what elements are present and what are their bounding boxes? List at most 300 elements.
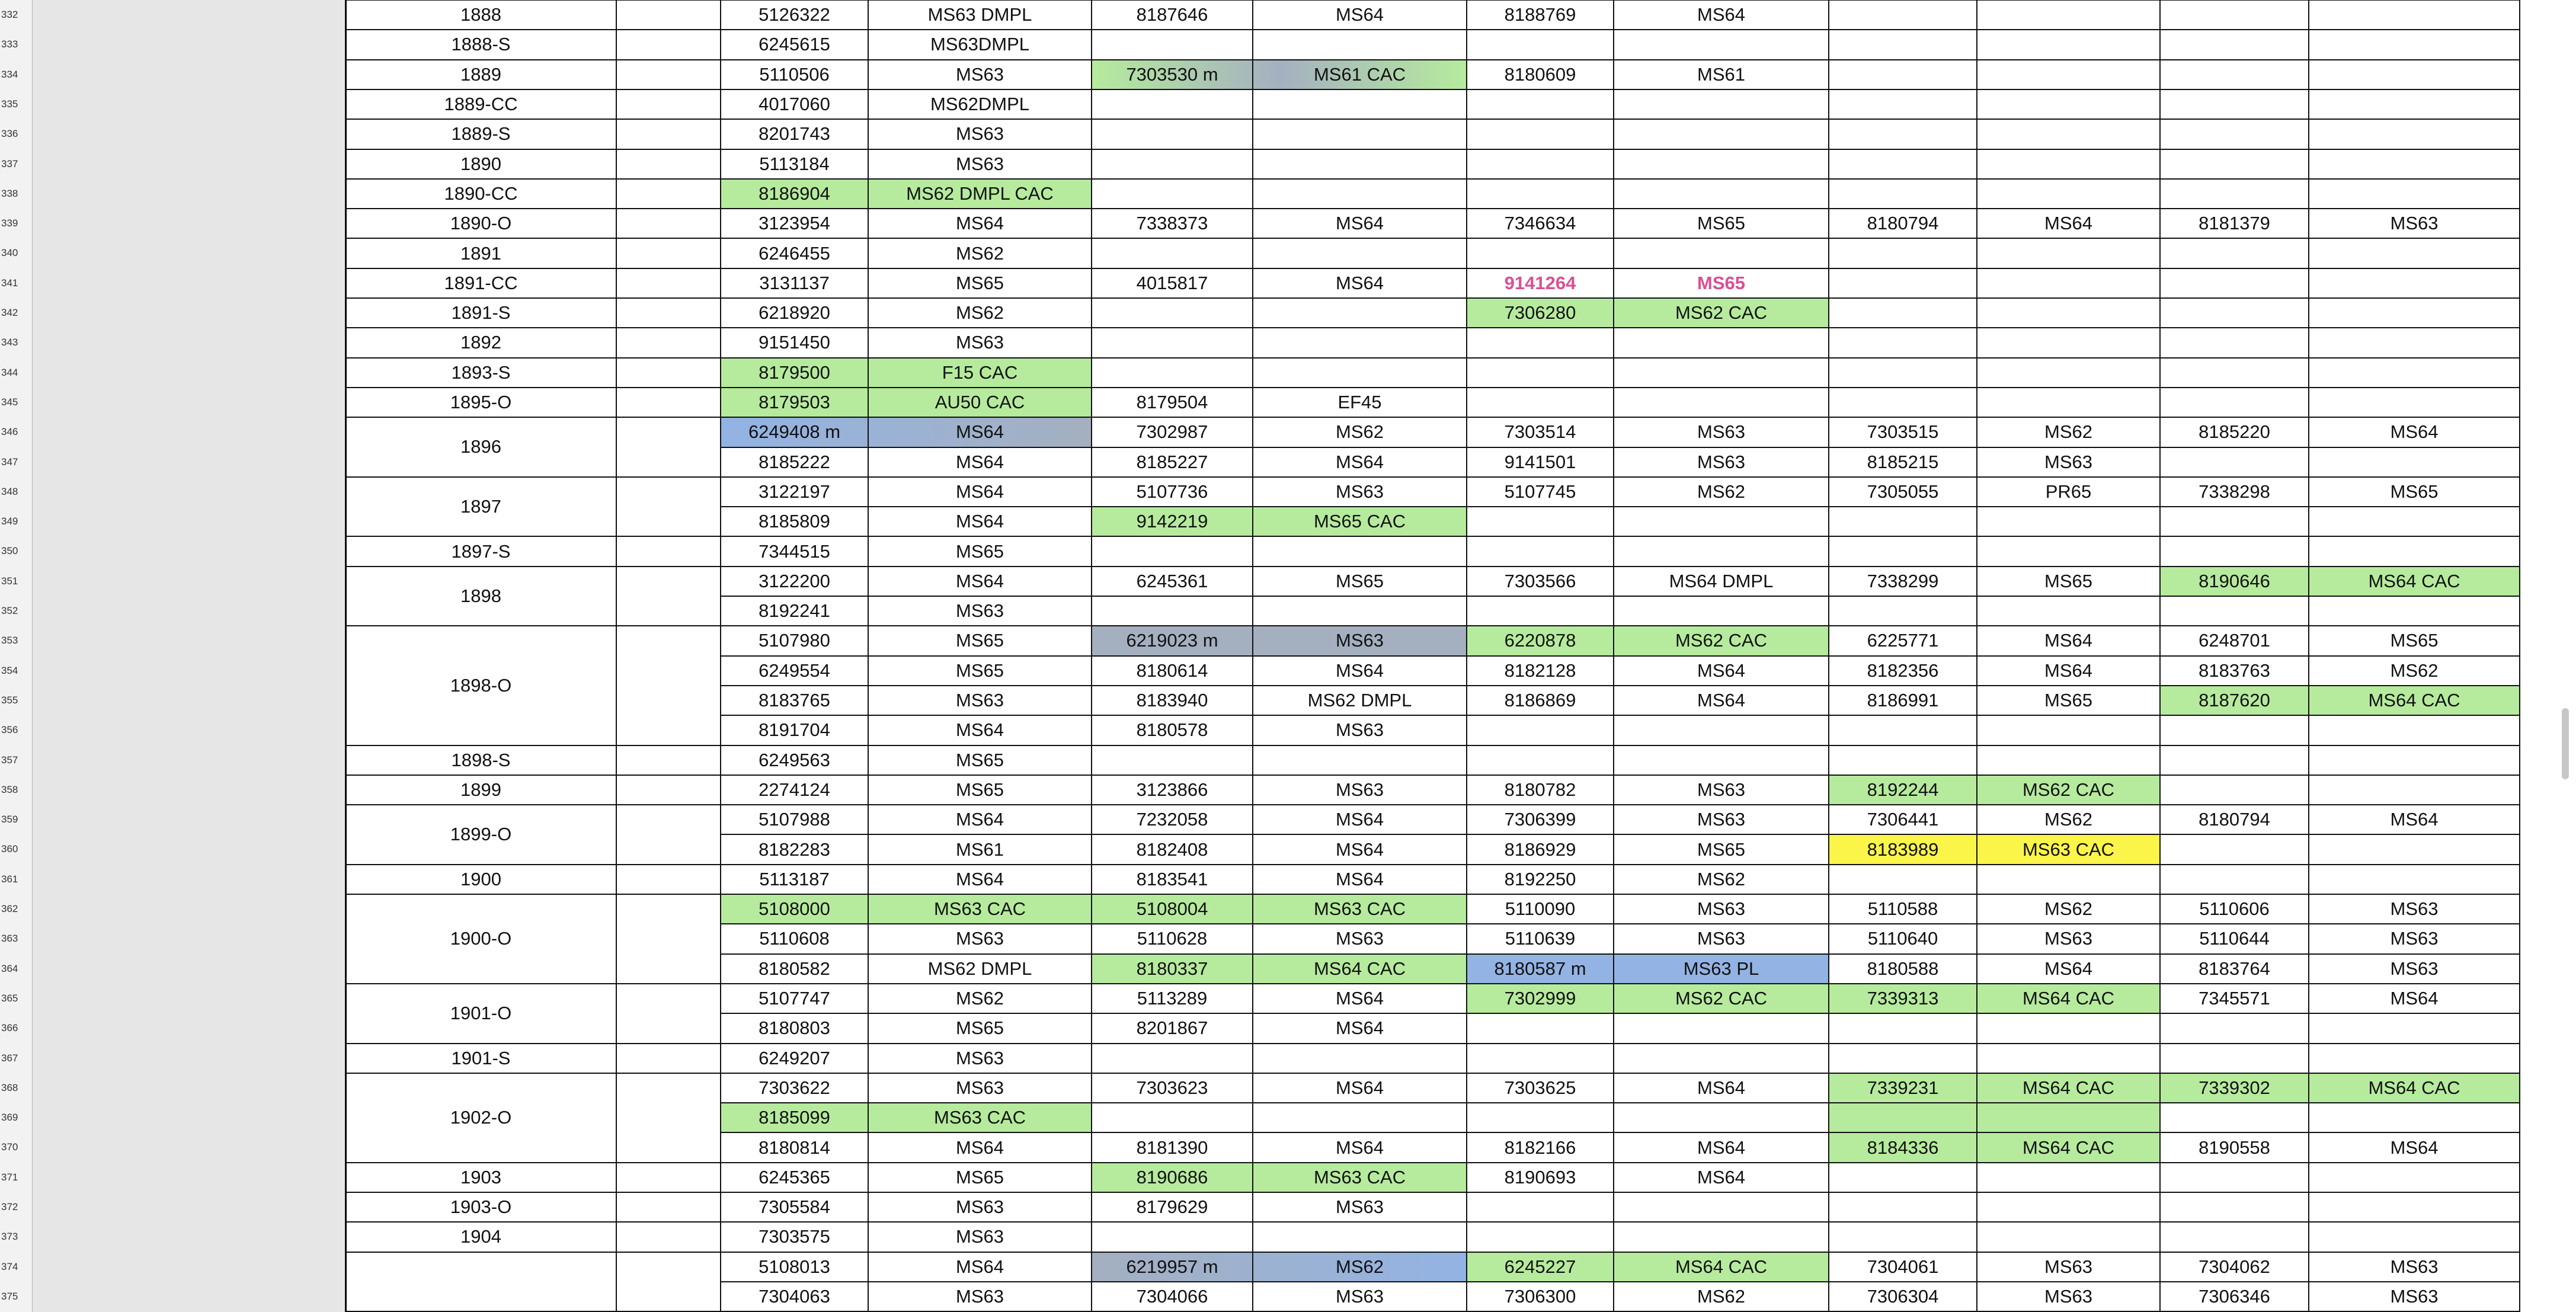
year-cell[interactable]: 1888 bbox=[460, 4, 501, 25]
grade-cell[interactable]: MS63 bbox=[2390, 958, 2439, 979]
cert-number-cell[interactable]: 8191704 bbox=[759, 719, 830, 741]
cert-number-cell[interactable]: 5108004 bbox=[1136, 898, 1208, 920]
grade-cell[interactable]: MS64 bbox=[2390, 1137, 2439, 1158]
grade-cell[interactable]: MS61 bbox=[1697, 63, 1745, 85]
cert-number-cell[interactable]: 3123866 bbox=[1136, 779, 1208, 800]
row-header[interactable]: 334 bbox=[1, 68, 18, 80]
cert-number-cell[interactable]: 7306280 bbox=[1504, 302, 1576, 324]
cert-number-cell[interactable]: 8180782 bbox=[1504, 779, 1576, 800]
row-header[interactable]: 368 bbox=[1, 1081, 18, 1093]
cert-number-cell[interactable]: 8185222 bbox=[759, 451, 830, 472]
cert-number-cell[interactable]: 8180794 bbox=[1867, 213, 1939, 234]
row-header[interactable]: 367 bbox=[1, 1052, 18, 1064]
grade-cell[interactable]: MS63 bbox=[1697, 451, 1745, 472]
cert-number-cell[interactable]: 8185215 bbox=[1867, 451, 1939, 472]
row-header[interactable]: 337 bbox=[1, 158, 18, 169]
year-cell[interactable]: 1899 bbox=[460, 779, 501, 800]
cert-number-cell[interactable]: 9141501 bbox=[1504, 451, 1576, 472]
cert-number-cell[interactable]: 8185099 bbox=[759, 1107, 830, 1128]
cert-number-cell[interactable]: 7302987 bbox=[1136, 421, 1208, 443]
grade-cell[interactable]: MS62 bbox=[2044, 809, 2092, 830]
cert-number-cell[interactable]: 8181390 bbox=[1136, 1137, 1208, 1158]
year-cell[interactable]: 1892 bbox=[460, 332, 501, 353]
grade-cell[interactable]: MS65 bbox=[956, 1166, 1004, 1188]
year-cell[interactable]: 1890-O bbox=[450, 213, 512, 234]
grade-cell[interactable]: MS64 bbox=[2044, 660, 2092, 681]
grade-cell[interactable]: MS64 bbox=[956, 809, 1004, 830]
cert-number-cell[interactable]: 5107980 bbox=[759, 630, 830, 651]
grade-cell[interactable]: MS63 bbox=[956, 1047, 1004, 1068]
grade-cell[interactable]: MS65 bbox=[956, 1017, 1004, 1039]
grade-cell[interactable]: MS62 bbox=[956, 242, 1004, 264]
year-cell[interactable]: 1890 bbox=[460, 153, 501, 174]
grade-cell[interactable]: MS64 bbox=[1336, 213, 1384, 234]
cert-number-cell[interactable]: 3122197 bbox=[759, 481, 830, 502]
cert-number-cell[interactable]: 7303625 bbox=[1504, 1077, 1576, 1098]
cert-number-cell[interactable]: 8182408 bbox=[1136, 839, 1208, 860]
grade-cell[interactable]: MS63 bbox=[956, 123, 1004, 145]
row-header[interactable]: 332 bbox=[1, 9, 18, 20]
year-cell[interactable]: 1888-S bbox=[451, 34, 511, 55]
cert-number-cell[interactable]: 5110628 bbox=[1137, 928, 1208, 949]
grade-cell[interactable]: MS64 CAC bbox=[2368, 1077, 2460, 1098]
row-header[interactable]: 350 bbox=[1, 545, 18, 557]
row-header[interactable]: 333 bbox=[1, 39, 18, 50]
year-cell[interactable]: 1902-O bbox=[450, 1107, 512, 1128]
cert-number-cell[interactable]: 8183765 bbox=[759, 690, 830, 711]
year-cell[interactable]: 1898 bbox=[460, 585, 501, 606]
cert-number-cell[interactable]: 7303622 bbox=[759, 1077, 830, 1098]
grade-cell[interactable]: MS65 bbox=[1697, 272, 1745, 293]
cert-number-cell[interactable]: 8180794 bbox=[2199, 809, 2270, 830]
cert-number-cell[interactable]: 7338298 bbox=[2199, 481, 2270, 502]
cert-number-cell[interactable]: 8187646 bbox=[1136, 4, 1208, 25]
grade-cell[interactable]: MS64 CAC bbox=[2022, 1077, 2115, 1098]
cert-number-cell[interactable]: 8180814 bbox=[759, 1137, 830, 1158]
cert-number-cell[interactable]: 7303515 bbox=[1867, 421, 1939, 443]
row-header[interactable]: 357 bbox=[1, 754, 18, 766]
year-cell[interactable]: 1889-S bbox=[451, 123, 511, 145]
cert-number-cell[interactable]: 8180588 bbox=[1867, 958, 1939, 979]
grade-cell[interactable]: MS62 CAC bbox=[1675, 302, 1768, 324]
cert-number-cell[interactable]: 8188769 bbox=[1504, 4, 1576, 25]
cert-number-cell[interactable]: 5107736 bbox=[1136, 481, 1208, 502]
grade-cell[interactable]: MS63 bbox=[2390, 1256, 2439, 1277]
cert-number-cell[interactable]: 7304062 bbox=[2199, 1256, 2270, 1277]
cert-number-cell[interactable]: 8182283 bbox=[759, 839, 830, 860]
cert-number-cell[interactable]: 8183541 bbox=[1136, 868, 1208, 889]
cert-number-cell[interactable]: 5107747 bbox=[759, 988, 830, 1009]
cert-number-cell[interactable]: 5126322 bbox=[759, 4, 830, 25]
grade-cell[interactable]: MS65 bbox=[2390, 630, 2439, 651]
grade-cell[interactable]: MS63 bbox=[2044, 1256, 2092, 1277]
cert-number-cell[interactable]: 8186929 bbox=[1504, 839, 1576, 860]
year-cell[interactable]: 1891-S bbox=[451, 302, 511, 324]
row-header[interactable]: 370 bbox=[1, 1141, 18, 1153]
cert-number-cell[interactable]: 8185227 bbox=[1136, 451, 1208, 472]
cert-number-cell[interactable]: 9141264 bbox=[1504, 272, 1576, 293]
grade-cell[interactable]: MS63 DMPL bbox=[927, 4, 1032, 25]
cert-number-cell[interactable]: 8181379 bbox=[2199, 213, 2270, 234]
row-header[interactable]: 359 bbox=[1, 814, 18, 825]
cert-number-cell[interactable]: 9151450 bbox=[759, 332, 830, 353]
cert-number-cell[interactable]: 7305584 bbox=[759, 1196, 830, 1218]
cert-number-cell[interactable]: 6249563 bbox=[759, 749, 830, 770]
cert-number-cell[interactable]: 8185220 bbox=[2199, 421, 2270, 443]
grade-cell[interactable]: MS64 bbox=[1336, 1017, 1384, 1039]
grade-cell[interactable]: MS64 bbox=[1336, 272, 1384, 293]
cert-number-cell[interactable] bbox=[1829, 1103, 1977, 1132]
grade-cell[interactable]: MS63 bbox=[1697, 928, 1745, 949]
year-cell[interactable]: 1900 bbox=[460, 868, 501, 889]
grade-cell[interactable]: MS64 bbox=[1697, 660, 1745, 681]
grade-cell[interactable]: MS63 bbox=[1336, 481, 1384, 502]
cert-number-cell[interactable]: 7232058 bbox=[1136, 809, 1208, 830]
year-cell[interactable]: 1889-CC bbox=[444, 94, 518, 115]
cert-number-cell[interactable]: 6249207 bbox=[759, 1047, 830, 1068]
cert-number-cell[interactable]: 7339313 bbox=[1867, 988, 1939, 1009]
grade-cell[interactable]: MS65 bbox=[1697, 839, 1745, 860]
grade-cell[interactable]: MS65 bbox=[956, 749, 1004, 770]
grade-cell[interactable]: MS65 bbox=[2390, 481, 2439, 502]
grade-cell[interactable]: MS64 bbox=[1697, 690, 1745, 711]
grade-cell[interactable]: MS64 DMPL bbox=[1669, 570, 1774, 591]
grade-cell[interactable]: MS65 bbox=[956, 660, 1004, 681]
grade-cell[interactable]: MS64 bbox=[956, 570, 1004, 591]
row-header[interactable]: 354 bbox=[1, 664, 18, 676]
cert-number-cell[interactable]: 5107745 bbox=[1504, 481, 1576, 502]
cert-number-cell[interactable]: 8180587 m bbox=[1494, 958, 1586, 979]
grade-cell[interactable]: MS62 bbox=[1697, 868, 1745, 889]
grade-cell[interactable]: MS64 bbox=[956, 719, 1004, 741]
cert-number-cell[interactable]: 7338373 bbox=[1136, 213, 1208, 234]
cert-number-cell[interactable]: 5110644 bbox=[2199, 928, 2270, 949]
cert-number-cell[interactable]: 6219023 m bbox=[1126, 630, 1218, 651]
grade-cell[interactable]: MS64 bbox=[956, 868, 1004, 889]
grade-cell[interactable]: MS65 bbox=[1697, 213, 1745, 234]
cert-number-cell[interactable]: 8180614 bbox=[1136, 660, 1208, 681]
cert-number-cell[interactable]: 3131137 bbox=[759, 272, 830, 293]
cert-number-cell[interactable]: 5113289 bbox=[1137, 988, 1208, 1009]
cert-number-cell[interactable]: 8179504 bbox=[1136, 392, 1208, 413]
grade-cell[interactable]: MS64 bbox=[956, 451, 1004, 472]
cert-number-cell[interactable]: 8182128 bbox=[1504, 660, 1576, 681]
cert-number-cell[interactable]: 8183989 bbox=[1867, 839, 1939, 860]
cert-number-cell[interactable]: 8179629 bbox=[1136, 1196, 1208, 1218]
grade-cell[interactable]: MS62 bbox=[956, 988, 1004, 1009]
cert-number-cell[interactable]: 7339302 bbox=[2199, 1077, 2270, 1098]
grade-cell[interactable]: MS64 bbox=[1336, 451, 1384, 472]
grade-cell[interactable]: MS63 bbox=[956, 690, 1004, 711]
row-header[interactable]: 364 bbox=[1, 962, 18, 974]
grade-cell[interactable]: MS63 CAC bbox=[1313, 898, 1406, 920]
cert-number-cell[interactable]: 9142219 bbox=[1136, 511, 1208, 532]
grade-cell[interactable]: MS63 bbox=[956, 332, 1004, 353]
year-cell[interactable]: 1901-S bbox=[451, 1047, 511, 1068]
row-header[interactable]: 335 bbox=[1, 98, 18, 110]
cert-number-cell[interactable]: 7345571 bbox=[2199, 988, 2270, 1009]
grade-cell[interactable]: MS65 CAC bbox=[1313, 511, 1406, 532]
grade-cell[interactable]: PR65 bbox=[2045, 481, 2092, 502]
row-header[interactable]: 358 bbox=[1, 783, 18, 795]
row-header[interactable]: 348 bbox=[1, 485, 18, 497]
cert-number-cell[interactable]: 5110506 bbox=[759, 63, 830, 85]
cert-number-cell[interactable]: 5110640 bbox=[1867, 928, 1938, 949]
year-cell[interactable]: 1895-O bbox=[450, 392, 512, 413]
row-header[interactable]: 336 bbox=[1, 128, 18, 140]
grade-cell[interactable]: MS63 bbox=[956, 1226, 1004, 1247]
cert-number-cell[interactable]: 2274124 bbox=[759, 779, 830, 800]
row-header[interactable]: 341 bbox=[1, 277, 18, 289]
year-cell[interactable]: 1891 bbox=[460, 242, 501, 264]
grade-cell[interactable]: MS64 bbox=[956, 213, 1004, 234]
cert-number-cell[interactable]: 6219957 m bbox=[1126, 1256, 1218, 1277]
year-cell[interactable]: 1899-O bbox=[450, 824, 512, 845]
cert-number-cell[interactable]: 8180803 bbox=[759, 1017, 830, 1039]
grade-cell[interactable]: MS62 bbox=[1336, 421, 1384, 443]
row-header[interactable]: 353 bbox=[1, 635, 18, 647]
cert-number-cell[interactable]: 6245361 bbox=[1136, 570, 1208, 591]
cert-number-cell[interactable]: 6220878 bbox=[1504, 630, 1576, 651]
grade-cell[interactable]: MS64 bbox=[2390, 421, 2439, 443]
row-header[interactable]: 371 bbox=[1, 1171, 18, 1183]
cert-number-cell[interactable]: 6249554 bbox=[759, 660, 830, 681]
grade-cell[interactable]: MS63 bbox=[956, 1077, 1004, 1098]
cert-number-cell[interactable]: 8192250 bbox=[1504, 868, 1576, 889]
grade-cell[interactable]: MS64 bbox=[1697, 1137, 1745, 1158]
year-cell[interactable] bbox=[345, 1252, 616, 1312]
year-cell[interactable]: 1903-O bbox=[450, 1196, 512, 1218]
cert-number-cell[interactable]: 7303575 bbox=[759, 1226, 830, 1247]
cert-number-cell[interactable]: 3122200 bbox=[759, 570, 830, 591]
year-cell[interactable]: 1903 bbox=[460, 1166, 501, 1188]
grade-cell[interactable]: MS63 bbox=[956, 928, 1004, 949]
grade-cell[interactable]: MS63 bbox=[956, 600, 1004, 622]
cert-number-cell[interactable]: 4017060 bbox=[759, 94, 830, 115]
cert-number-cell[interactable]: 8179503 bbox=[759, 392, 830, 413]
cert-number-cell[interactable]: 8184336 bbox=[1867, 1137, 1939, 1158]
cert-number-cell[interactable]: 8201743 bbox=[759, 123, 830, 145]
grade-cell[interactable]: MS64 CAC bbox=[1313, 958, 1406, 979]
cert-number-cell[interactable]: 8190646 bbox=[2199, 570, 2270, 591]
row-header[interactable]: 338 bbox=[1, 187, 18, 199]
grade-cell[interactable]: MS64 bbox=[956, 421, 1004, 443]
cert-number-cell[interactable]: 5110639 bbox=[1505, 928, 1576, 949]
row-header[interactable]: 349 bbox=[1, 516, 18, 527]
cert-number-cell[interactable]: 8183763 bbox=[2199, 660, 2270, 681]
grade-cell[interactable]: MS64 bbox=[1336, 839, 1384, 860]
grade-cell[interactable]: MS65 bbox=[956, 540, 1004, 562]
cert-number-cell[interactable]: 5107988 bbox=[759, 809, 830, 830]
grade-cell[interactable]: MS64 bbox=[1697, 1077, 1745, 1098]
cert-number-cell[interactable]: 6218920 bbox=[759, 302, 830, 324]
grade-cell[interactable]: MS64 bbox=[2044, 958, 2092, 979]
cert-number-cell[interactable]: 3123954 bbox=[759, 213, 830, 234]
grade-cell[interactable]: MS62DMPL bbox=[930, 94, 1030, 115]
grade-cell[interactable]: MS63 bbox=[2390, 1286, 2439, 1307]
year-cell[interactable]: 1897 bbox=[460, 496, 501, 517]
cert-number-cell[interactable]: 8179500 bbox=[759, 361, 830, 383]
cert-number-cell[interactable]: 7306300 bbox=[1504, 1286, 1576, 1307]
grade-cell[interactable]: F15 CAC bbox=[942, 361, 1018, 383]
grade-cell[interactable]: MS63 bbox=[1697, 898, 1745, 920]
grade-cell[interactable]: MS62 bbox=[1697, 481, 1745, 502]
cert-number-cell[interactable]: 7303530 m bbox=[1126, 63, 1218, 85]
grade-cell[interactable]: MS62 CAC bbox=[1675, 630, 1768, 651]
grade-cell[interactable]: MS64 bbox=[1697, 4, 1745, 25]
row-header[interactable]: 374 bbox=[1, 1260, 18, 1272]
cert-number-cell[interactable]: 8180582 bbox=[759, 958, 830, 979]
grade-cell[interactable]: MS62 CAC bbox=[1675, 988, 1768, 1009]
cert-number-cell[interactable]: 7303566 bbox=[1504, 570, 1576, 591]
grade-cell[interactable]: MS65 bbox=[2044, 690, 2092, 711]
year-cell[interactable]: 1898-O bbox=[450, 674, 512, 696]
row-header[interactable]: 369 bbox=[1, 1112, 18, 1124]
cert-number-cell[interactable]: 5113184 bbox=[759, 153, 830, 174]
cert-number-cell[interactable]: 8190686 bbox=[1136, 1166, 1208, 1188]
grade-cell[interactable]: MS63 CAC bbox=[2022, 839, 2115, 860]
vertical-scrollbar[interactable] bbox=[2562, 708, 2569, 779]
year-cell[interactable]: 1896 bbox=[460, 436, 501, 457]
row-header[interactable]: 356 bbox=[1, 724, 18, 736]
cert-number-cell[interactable]: 5110588 bbox=[1867, 898, 1938, 920]
grade-cell[interactable]: MS64 bbox=[1336, 1137, 1384, 1158]
grade-cell[interactable]: MS63 bbox=[1336, 779, 1384, 800]
cert-number-cell[interactable]: 7304061 bbox=[1867, 1256, 1939, 1277]
row-header[interactable]: 344 bbox=[1, 366, 18, 378]
grade-cell[interactable]: MS65 bbox=[1336, 570, 1384, 591]
cert-number-cell[interactable]: 8182356 bbox=[1867, 660, 1939, 681]
grade-cell[interactable]: MS65 bbox=[956, 779, 1004, 800]
grade-cell[interactable]: MS64 bbox=[1697, 1166, 1745, 1188]
cert-number-cell[interactable]: 8182166 bbox=[1504, 1137, 1576, 1158]
cert-number-cell[interactable]: 7338299 bbox=[1867, 570, 1939, 591]
grade-cell[interactable]: MS65 bbox=[956, 630, 1004, 651]
row-header[interactable]: 351 bbox=[1, 575, 18, 587]
grade-cell[interactable]: MS64 bbox=[956, 481, 1004, 502]
grade-cell[interactable]: MS63 bbox=[1336, 719, 1384, 741]
grade-cell[interactable]: MS63 bbox=[2044, 451, 2092, 472]
cert-number-cell[interactable]: 8192241 bbox=[759, 600, 830, 622]
row-header[interactable]: 373 bbox=[1, 1231, 18, 1243]
cert-number-cell[interactable]: 7306346 bbox=[2199, 1286, 2270, 1307]
cert-number-cell[interactable]: 7306304 bbox=[1867, 1286, 1939, 1307]
grade-cell[interactable] bbox=[1977, 1103, 2160, 1132]
cert-number-cell[interactable]: 8192244 bbox=[1867, 779, 1939, 800]
grade-cell[interactable]: MS64 bbox=[956, 511, 1004, 532]
grade-cell[interactable]: MS62 bbox=[1336, 1256, 1384, 1277]
row-header[interactable]: 345 bbox=[1, 396, 18, 408]
grade-cell[interactable]: MS63 bbox=[956, 63, 1004, 85]
grade-cell[interactable]: MS64 bbox=[2390, 809, 2439, 830]
row-header[interactable]: 340 bbox=[1, 247, 18, 259]
row-header[interactable]: 361 bbox=[1, 873, 18, 885]
cert-number-cell[interactable]: 8180578 bbox=[1136, 719, 1208, 741]
grade-cell[interactable]: MS62 DMPL bbox=[1307, 690, 1412, 711]
cert-number-cell[interactable]: 6225771 bbox=[1867, 630, 1939, 651]
grade-cell[interactable]: MS64 bbox=[2390, 988, 2439, 1009]
grade-cell[interactable]: MS63 bbox=[2044, 928, 2092, 949]
grade-cell[interactable]: MS64 CAC bbox=[2022, 988, 2115, 1009]
grade-cell[interactable]: MS64 bbox=[1336, 660, 1384, 681]
row-header[interactable]: 363 bbox=[1, 933, 18, 945]
cert-number-cell[interactable]: 8183764 bbox=[2199, 958, 2270, 979]
grade-cell[interactable]: MS64 CAC bbox=[2022, 1137, 2115, 1158]
row-header[interactable]: 355 bbox=[1, 694, 18, 706]
grade-cell[interactable]: MS64 CAC bbox=[2368, 570, 2460, 591]
grade-cell[interactable]: AU50 CAC bbox=[935, 392, 1025, 413]
row-header[interactable]: 346 bbox=[1, 426, 18, 438]
grade-cell[interactable]: MS62 DMPL bbox=[927, 958, 1032, 979]
cert-number-cell[interactable]: 7303623 bbox=[1136, 1077, 1208, 1098]
cert-number-cell[interactable]: 5110606 bbox=[2199, 898, 2270, 920]
cert-number-cell[interactable]: 5108000 bbox=[759, 898, 830, 920]
cert-number-cell[interactable]: 7304066 bbox=[1136, 1286, 1208, 1307]
cert-number-cell[interactable]: 8201867 bbox=[1136, 1017, 1208, 1039]
grade-cell[interactable]: MS63 bbox=[1697, 809, 1745, 830]
grade-cell[interactable]: MS64 bbox=[1336, 4, 1384, 25]
grade-cell[interactable]: MS64 bbox=[1336, 809, 1384, 830]
grade-cell[interactable]: MS65 bbox=[2044, 570, 2092, 591]
row-header[interactable]: 342 bbox=[1, 307, 18, 318]
grade-cell[interactable]: MS63 CAC bbox=[933, 898, 1026, 920]
grade-cell[interactable]: MS63 bbox=[1336, 1286, 1384, 1307]
cert-number-cell[interactable]: 8187620 bbox=[2199, 690, 2270, 711]
grade-cell[interactable]: MS63DMPL bbox=[930, 34, 1030, 55]
grade-cell[interactable]: MS63 bbox=[956, 153, 1004, 174]
grade-cell[interactable]: MS63 bbox=[1336, 928, 1384, 949]
cert-number-cell[interactable]: 7304063 bbox=[759, 1286, 830, 1307]
grade-cell[interactable]: MS63 bbox=[2390, 928, 2439, 949]
year-cell[interactable]: 1904 bbox=[460, 1226, 501, 1247]
cert-number-cell[interactable]: 6249408 m bbox=[748, 421, 841, 443]
cert-number-cell[interactable]: 6245227 bbox=[1504, 1256, 1576, 1277]
cert-number-cell[interactable]: 5113187 bbox=[759, 868, 830, 889]
grade-cell[interactable]: MS64 bbox=[2044, 630, 2092, 651]
cert-number-cell[interactable]: 8183940 bbox=[1136, 690, 1208, 711]
grade-cell[interactable]: MS63 bbox=[1697, 779, 1745, 800]
row-header[interactable]: 372 bbox=[1, 1201, 18, 1212]
grade-cell[interactable]: MS61 bbox=[956, 839, 1004, 860]
row-header[interactable]: 375 bbox=[1, 1290, 18, 1302]
grade-cell[interactable]: MS65 bbox=[956, 272, 1004, 293]
cert-number-cell[interactable]: 8190558 bbox=[2199, 1137, 2270, 1158]
row-header[interactable]: 365 bbox=[1, 992, 18, 1004]
grade-cell[interactable]: MS64 bbox=[956, 1256, 1004, 1277]
row-header[interactable]: 366 bbox=[1, 1022, 18, 1034]
cert-number-cell[interactable]: 8186869 bbox=[1504, 690, 1576, 711]
cert-number-cell[interactable]: 8185809 bbox=[759, 511, 830, 532]
grade-cell[interactable]: MS64 CAC bbox=[1675, 1256, 1768, 1277]
cert-number-cell[interactable]: 6245365 bbox=[759, 1166, 830, 1188]
year-cell[interactable]: 1900-O bbox=[450, 928, 512, 949]
grade-cell[interactable]: MS64 bbox=[2044, 213, 2092, 234]
grade-cell[interactable]: MS62 DMPL CAC bbox=[906, 183, 1054, 204]
cert-number-cell[interactable]: 8186991 bbox=[1867, 690, 1939, 711]
grade-cell[interactable]: MS64 CAC bbox=[2368, 690, 2460, 711]
year-cell[interactable]: 1897-S bbox=[451, 540, 511, 562]
cert-number-cell[interactable]: 7302999 bbox=[1504, 988, 1576, 1009]
year-cell[interactable]: 1890-CC bbox=[444, 183, 518, 204]
cert-number-cell[interactable]: 7306441 bbox=[1867, 809, 1939, 830]
grade-cell[interactable]: MS63 CAC bbox=[1313, 1166, 1406, 1188]
grade-cell[interactable]: MS63 bbox=[1336, 1196, 1384, 1218]
grade-cell[interactable]: MS62 bbox=[2044, 898, 2092, 920]
row-header[interactable]: 347 bbox=[1, 456, 18, 468]
year-cell[interactable]: 1891-CC bbox=[444, 272, 518, 293]
grade-cell[interactable]: MS61 CAC bbox=[1313, 63, 1406, 85]
grade-cell[interactable]: MS64 bbox=[1336, 988, 1384, 1009]
